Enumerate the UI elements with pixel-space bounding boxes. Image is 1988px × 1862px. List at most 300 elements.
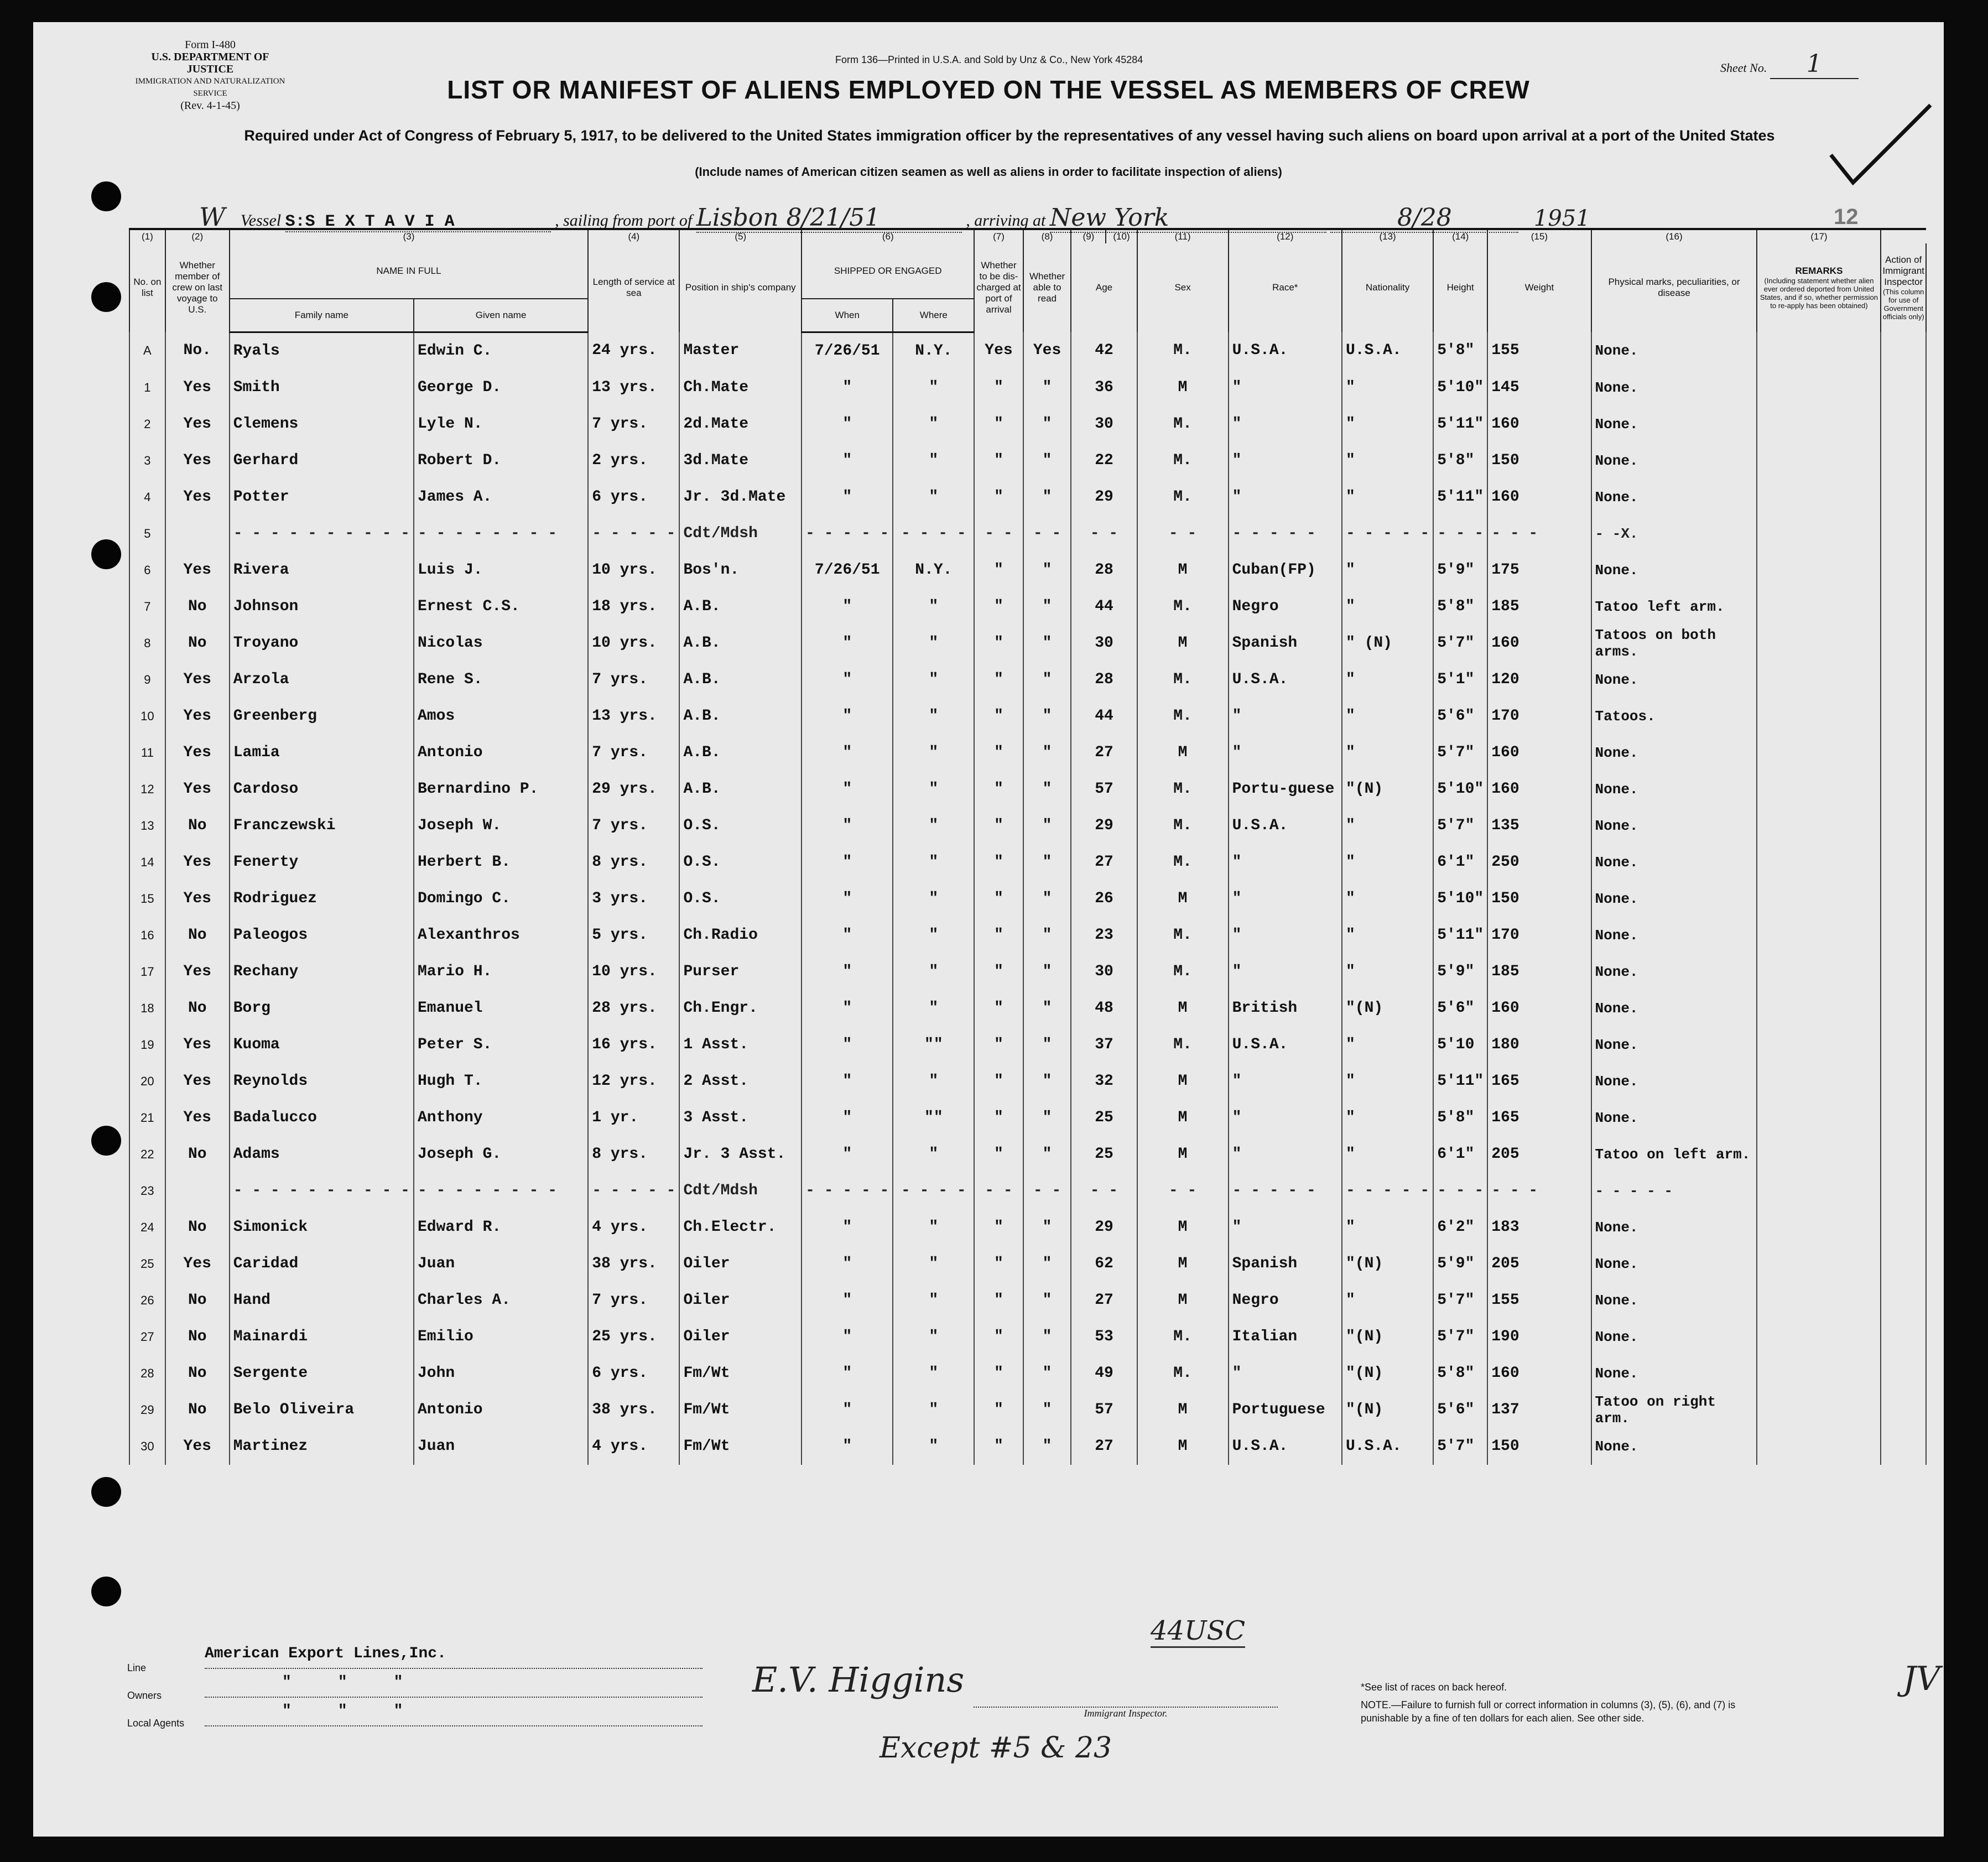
physical-marks: Tatoos. [1591, 698, 1757, 735]
position: O.S. [679, 808, 802, 844]
race: Negro [1229, 589, 1342, 625]
given-name: Edwin C. [414, 332, 588, 370]
sex: M [1137, 881, 1229, 917]
height: 5'11" [1433, 1063, 1487, 1100]
position: Bos'n. [679, 552, 802, 589]
service-length: - - - - - [588, 1173, 679, 1209]
height: - - - [1433, 516, 1487, 552]
header-length-service: Length of service at sea [588, 243, 679, 332]
race: U.S.A. [1229, 1428, 1342, 1465]
able-to-read: - - [1023, 1173, 1071, 1209]
physical-marks: None. [1591, 552, 1757, 589]
owners-value: " " " [205, 1669, 702, 1698]
given-name: Anthony [414, 1100, 588, 1136]
age: 25 [1071, 1136, 1137, 1173]
age: 27 [1071, 735, 1137, 771]
header-height: Height [1433, 243, 1487, 332]
last-voyage: No [165, 1355, 230, 1392]
discharged: " [974, 735, 1023, 771]
sex: M. [1137, 589, 1229, 625]
shipped-where: " [893, 990, 974, 1027]
given-name: Rene S. [414, 662, 588, 698]
race: Portu-guese [1229, 771, 1342, 808]
col-num-8: (8) [1023, 229, 1071, 243]
service-length: 12 yrs. [588, 1063, 679, 1100]
position: Jr. 3d.Mate [679, 479, 802, 516]
row-number: 3 [129, 443, 165, 479]
family-name: Hand [230, 1282, 414, 1319]
sex: M [1137, 1246, 1229, 1282]
height: 5'9" [1433, 552, 1487, 589]
table-row [129, 844, 1926, 881]
remarks-cell [1757, 1392, 1881, 1428]
action-cell [1881, 589, 1926, 625]
position: A.B. [679, 771, 802, 808]
service-length: 6 yrs. [588, 1355, 679, 1392]
physical-marks: None. [1591, 881, 1757, 917]
header-when: When [802, 299, 893, 332]
action-cell [1881, 990, 1926, 1027]
height: 5'6" [1433, 990, 1487, 1027]
sex: - - [1137, 1173, 1229, 1209]
discharged: " [974, 1428, 1023, 1465]
given-name: Emilio [414, 1319, 588, 1355]
shipped-when: " [802, 1319, 893, 1355]
shipped-when: " [802, 990, 893, 1027]
shipped-when: " [802, 844, 893, 881]
discharged: " [974, 954, 1023, 990]
last-voyage: No. [165, 332, 230, 370]
action-cell [1881, 1319, 1926, 1355]
race: " [1229, 370, 1342, 406]
vessel-line: W Vessel S:S E X T A V I A , sailing from port of Lisbon 8/21/51 , arriving at New York 8/28 1951 [199, 202, 1590, 232]
able-to-read: " [1023, 990, 1071, 1027]
family-name: Rivera [230, 552, 414, 589]
given-name: Mario H. [414, 954, 588, 990]
family-name: Cardoso [230, 771, 414, 808]
physical-marks: None. [1591, 443, 1757, 479]
sex: M. [1137, 1319, 1229, 1355]
row-number: 13 [129, 808, 165, 844]
action-cell [1881, 370, 1926, 406]
remarks-cell [1757, 735, 1881, 771]
height: 5'7" [1433, 1428, 1487, 1465]
action-note: (This column for use of Government officials only) [1882, 288, 1924, 321]
action-cell [1881, 698, 1926, 735]
shipped-where: " [893, 370, 974, 406]
discharged: " [974, 771, 1023, 808]
family-name: Adams [230, 1136, 414, 1173]
arrival-year: 1951 [1533, 206, 1590, 231]
height: 5'9" [1433, 1246, 1487, 1282]
discharged: - - [974, 1173, 1023, 1209]
last-voyage: Yes [165, 662, 230, 698]
position: Fm/Wt [679, 1355, 802, 1392]
weight: 180 [1487, 1027, 1591, 1063]
height: 5'1" [1433, 662, 1487, 698]
nationality: - - - - - [1342, 1173, 1433, 1209]
table-row [129, 406, 1926, 443]
sex: M. [1137, 1355, 1229, 1392]
given-name: Peter S. [414, 1027, 588, 1063]
sex: M. [1137, 662, 1229, 698]
service-length: 7 yrs. [588, 1282, 679, 1319]
service-length: - - - - - [588, 516, 679, 552]
inspector-label: Immigrant Inspector. [974, 1707, 1278, 1719]
shipped-where: - - - - [893, 1173, 974, 1209]
nationality: " [1342, 1209, 1433, 1246]
physical-marks: None. [1591, 479, 1757, 516]
physical-marks: None. [1591, 370, 1757, 406]
shipped-when: - - - - - [802, 1173, 893, 1209]
age: 62 [1071, 1246, 1137, 1282]
row-number: 29 [129, 1392, 165, 1428]
given-name: Luis J. [414, 552, 588, 589]
action-cell [1881, 1063, 1926, 1100]
footer-labels [127, 1654, 184, 1737]
last-voyage: Yes [165, 1063, 230, 1100]
nationality: " [1342, 735, 1433, 771]
nationality: "(N) [1342, 771, 1433, 808]
age: 49 [1071, 1355, 1137, 1392]
action-cell [1881, 1246, 1926, 1282]
able-to-read: " [1023, 1136, 1071, 1173]
weight: 175 [1487, 552, 1591, 589]
code-stamp: 44USC [1151, 1615, 1245, 1648]
sex: M. [1137, 808, 1229, 844]
action-cell [1881, 1428, 1926, 1465]
punch-hole [91, 1126, 121, 1156]
family-name: - - - - - - - - - - [230, 516, 414, 552]
age: 36 [1071, 370, 1137, 406]
position: O.S. [679, 881, 802, 917]
age: 30 [1071, 406, 1137, 443]
family-name: Arzola [230, 662, 414, 698]
service-length: 13 yrs. [588, 370, 679, 406]
able-to-read: - - [1023, 516, 1071, 552]
remarks-cell [1757, 1246, 1881, 1282]
shipped-when: " [802, 625, 893, 662]
col-num-16: (16) [1591, 229, 1757, 243]
sex: M. [1137, 698, 1229, 735]
row-number: 26 [129, 1282, 165, 1319]
position: Oiler [679, 1246, 802, 1282]
age: 22 [1071, 443, 1137, 479]
service-length: 10 yrs. [588, 954, 679, 990]
physical-marks: None. [1591, 1063, 1757, 1100]
physical-marks: Tatoo on left arm. [1591, 1136, 1757, 1173]
discharged: " [974, 990, 1023, 1027]
discharged: " [974, 370, 1023, 406]
remarks-cell [1757, 808, 1881, 844]
col-num-13: (13) [1342, 229, 1433, 243]
able-to-read: " [1023, 881, 1071, 917]
height: 5'7" [1433, 735, 1487, 771]
family-name: Smith [230, 370, 414, 406]
remarks-cell [1757, 954, 1881, 990]
row-number: 20 [129, 1063, 165, 1100]
check-mark-icon [1825, 94, 1936, 188]
header-where: Where [893, 299, 974, 332]
remarks-cell [1757, 443, 1881, 479]
sex: M [1137, 552, 1229, 589]
weight: 170 [1487, 698, 1591, 735]
given-name: Alexanthros [414, 917, 588, 954]
table-row [129, 1355, 1926, 1392]
action-cell [1881, 1027, 1926, 1063]
remarks-cell [1757, 370, 1881, 406]
physical-marks: None. [1591, 1319, 1757, 1355]
nationality: " [1342, 844, 1433, 881]
corner-mark: 12 [1834, 205, 1859, 229]
header-race: Race* [1229, 243, 1342, 332]
family-name: Rodriguez [230, 881, 414, 917]
sex: M. [1137, 954, 1229, 990]
position: Purser [679, 954, 802, 990]
height: 5'7" [1433, 625, 1487, 662]
remarks-cell [1757, 1173, 1881, 1209]
family-name: Reynolds [230, 1063, 414, 1100]
position: Master [679, 332, 802, 370]
given-name: James A. [414, 479, 588, 516]
physical-marks: None. [1591, 1282, 1757, 1319]
action-cell [1881, 954, 1926, 990]
header-action [1881, 243, 1926, 332]
family-name: Johnson [230, 589, 414, 625]
given-name: John [414, 1355, 588, 1392]
family-name: Kuoma [230, 1027, 414, 1063]
row-number: 11 [129, 735, 165, 771]
remarks-cell [1757, 1428, 1881, 1465]
last-voyage: No [165, 1209, 230, 1246]
family-name: Borg [230, 990, 414, 1027]
sex: M. [1137, 771, 1229, 808]
weight: 150 [1487, 443, 1591, 479]
sex: M [1137, 625, 1229, 662]
age: 44 [1071, 589, 1137, 625]
height: - - - [1433, 1173, 1487, 1209]
service-length: 4 yrs. [588, 1209, 679, 1246]
remarks-cell [1757, 990, 1881, 1027]
service-length: 25 yrs. [588, 1319, 679, 1355]
able-to-read: " [1023, 1319, 1071, 1355]
height: 5'10" [1433, 771, 1487, 808]
physical-marks: None. [1591, 662, 1757, 698]
height: 5'6" [1433, 1392, 1487, 1428]
col-num-4: (4) [588, 229, 679, 243]
shipped-when: " [802, 1209, 893, 1246]
able-to-read: " [1023, 552, 1071, 589]
col-num-2: (2) [165, 229, 230, 243]
shipped-when: " [802, 771, 893, 808]
row-number: 23 [129, 1173, 165, 1209]
height: 5'8" [1433, 443, 1487, 479]
family-name: Lamia [230, 735, 414, 771]
sailing-label: , sailing from port of [555, 211, 693, 230]
age: 57 [1071, 771, 1137, 808]
action-cell [1881, 332, 1926, 370]
last-voyage: Yes [165, 552, 230, 589]
age: 37 [1071, 1027, 1137, 1063]
position: Jr. 3 Asst. [679, 1136, 802, 1173]
col-num-15: (15) [1487, 229, 1591, 243]
discharged: " [974, 662, 1023, 698]
shipped-when: " [802, 698, 893, 735]
nationality: " (N) [1342, 625, 1433, 662]
height: 5'11" [1433, 479, 1487, 516]
nationality: " [1342, 370, 1433, 406]
revision: (Rev. 4-1-45) [180, 100, 240, 112]
action-cell [1881, 1100, 1926, 1136]
last-voyage: No [165, 589, 230, 625]
row-number: 15 [129, 881, 165, 917]
age: - - [1071, 516, 1137, 552]
last-voyage: No [165, 990, 230, 1027]
weight: 160 [1487, 735, 1591, 771]
position: 3d.Mate [679, 443, 802, 479]
nationality: "(N) [1342, 1246, 1433, 1282]
remarks-cell [1757, 1209, 1881, 1246]
able-to-read: " [1023, 917, 1071, 954]
nationality: " [1342, 589, 1433, 625]
discharged: " [974, 625, 1023, 662]
age: 29 [1071, 808, 1137, 844]
height: 5'7" [1433, 1319, 1487, 1355]
shipped-where: " [893, 698, 974, 735]
col-num-9: (9) [1071, 229, 1106, 243]
inspector-signature: E.V. Higgins [752, 1660, 965, 1700]
header-row [129, 243, 1926, 299]
family-name: Gerhard [230, 443, 414, 479]
able-to-read: " [1023, 844, 1071, 881]
sex: M [1137, 1100, 1229, 1136]
printer-line: Form 136—Printed in U.S.A. and Sold by Unz & Co., New York 45284 [835, 54, 1143, 65]
discharged: " [974, 1282, 1023, 1319]
last-voyage: Yes [165, 1246, 230, 1282]
able-to-read: " [1023, 1209, 1071, 1246]
remarks-cell [1757, 917, 1881, 954]
physical-marks: Tatoo left arm. [1591, 589, 1757, 625]
table-row [129, 552, 1926, 589]
action-title: Action of Immigrant Inspector [1882, 254, 1924, 287]
row-number: 25 [129, 1246, 165, 1282]
shipped-where: " [893, 1246, 974, 1282]
col-num-7: (7) [974, 229, 1023, 243]
table-row [129, 516, 1926, 552]
height: 5'7" [1433, 1282, 1487, 1319]
last-voyage [165, 1173, 230, 1209]
weight: 250 [1487, 844, 1591, 881]
row-number: 24 [129, 1209, 165, 1246]
shipped-when: " [802, 662, 893, 698]
sex: - - [1137, 516, 1229, 552]
sex: M [1137, 1428, 1229, 1465]
last-voyage: Yes [165, 479, 230, 516]
discharged: " [974, 406, 1023, 443]
shipped-when: " [802, 1246, 893, 1282]
shipped-where: " [893, 881, 974, 917]
table-row [129, 1027, 1926, 1063]
race: " [1229, 735, 1342, 771]
sex: M [1137, 370, 1229, 406]
nationality: " [1342, 406, 1433, 443]
race: " [1229, 698, 1342, 735]
discharged: " [974, 881, 1023, 917]
service-length: 38 yrs. [588, 1246, 679, 1282]
physical-marks: None. [1591, 1428, 1757, 1465]
physical-marks: None. [1591, 990, 1757, 1027]
given-name: Robert D. [414, 443, 588, 479]
sheet-label: Sheet No. [1720, 61, 1767, 75]
age: - - [1071, 1173, 1137, 1209]
given-name: Hugh T. [414, 1063, 588, 1100]
position: Oiler [679, 1319, 802, 1355]
table-row [129, 735, 1926, 771]
sex: M. [1137, 844, 1229, 881]
able-to-read: " [1023, 1100, 1071, 1136]
col-num-11: (11) [1137, 229, 1229, 243]
discharged: " [974, 1392, 1023, 1428]
physical-marks: - - - - - [1591, 1173, 1757, 1209]
weight: 205 [1487, 1136, 1591, 1173]
given-name: Domingo C. [414, 881, 588, 917]
penalty-note: NOTE.—Failure to furnish full or correct information in columns (3), (5), (6), and (7) is punishable by a fine of ten dollars for each alien. See other side. [1361, 1699, 1736, 1724]
position: Oiler [679, 1282, 802, 1319]
family-name: Caridad [230, 1246, 414, 1282]
last-voyage: No [165, 625, 230, 662]
shipped-where: " [893, 1319, 974, 1355]
last-voyage: Yes [165, 771, 230, 808]
sheet-value: 1 [1770, 50, 1859, 79]
shipped-where: N.Y. [893, 332, 974, 370]
shipped-when: " [802, 1392, 893, 1428]
height: 5'7" [1433, 808, 1487, 844]
header-physical: Physical marks, peculiarities, or disease [1591, 243, 1757, 332]
shipped-when: 7/26/51 [802, 552, 893, 589]
nationality: " [1342, 917, 1433, 954]
service-length: 1 yr. [588, 1100, 679, 1136]
given-name: Amos [414, 698, 588, 735]
nationality: "(N) [1342, 1319, 1433, 1355]
table-row [129, 1100, 1926, 1136]
service-length: 5 yrs. [588, 917, 679, 954]
given-name: Edward R. [414, 1209, 588, 1246]
discharged: " [974, 1063, 1023, 1100]
sex: M [1137, 990, 1229, 1027]
owners-label: Owners [127, 1690, 162, 1701]
position: A.B. [679, 589, 802, 625]
sex: M. [1137, 443, 1229, 479]
weight: 155 [1487, 332, 1591, 370]
age: 28 [1071, 662, 1137, 698]
action-cell [1881, 808, 1926, 844]
service-length: 18 yrs. [588, 589, 679, 625]
service-length: 7 yrs. [588, 662, 679, 698]
given-name: Nicolas [414, 625, 588, 662]
table-row [129, 370, 1926, 406]
able-to-read: " [1023, 698, 1071, 735]
row-number: 22 [129, 1136, 165, 1173]
physical-marks: None. [1591, 771, 1757, 808]
action-cell [1881, 917, 1926, 954]
able-to-read: " [1023, 370, 1071, 406]
race: U.S.A. [1229, 332, 1342, 370]
service-length: 7 yrs. [588, 735, 679, 771]
nationality: U.S.A. [1342, 1428, 1433, 1465]
last-voyage: Yes [165, 735, 230, 771]
service: IMMIGRATION AND NATURALIZATION SERVICE [135, 77, 285, 98]
discharged: " [974, 698, 1023, 735]
